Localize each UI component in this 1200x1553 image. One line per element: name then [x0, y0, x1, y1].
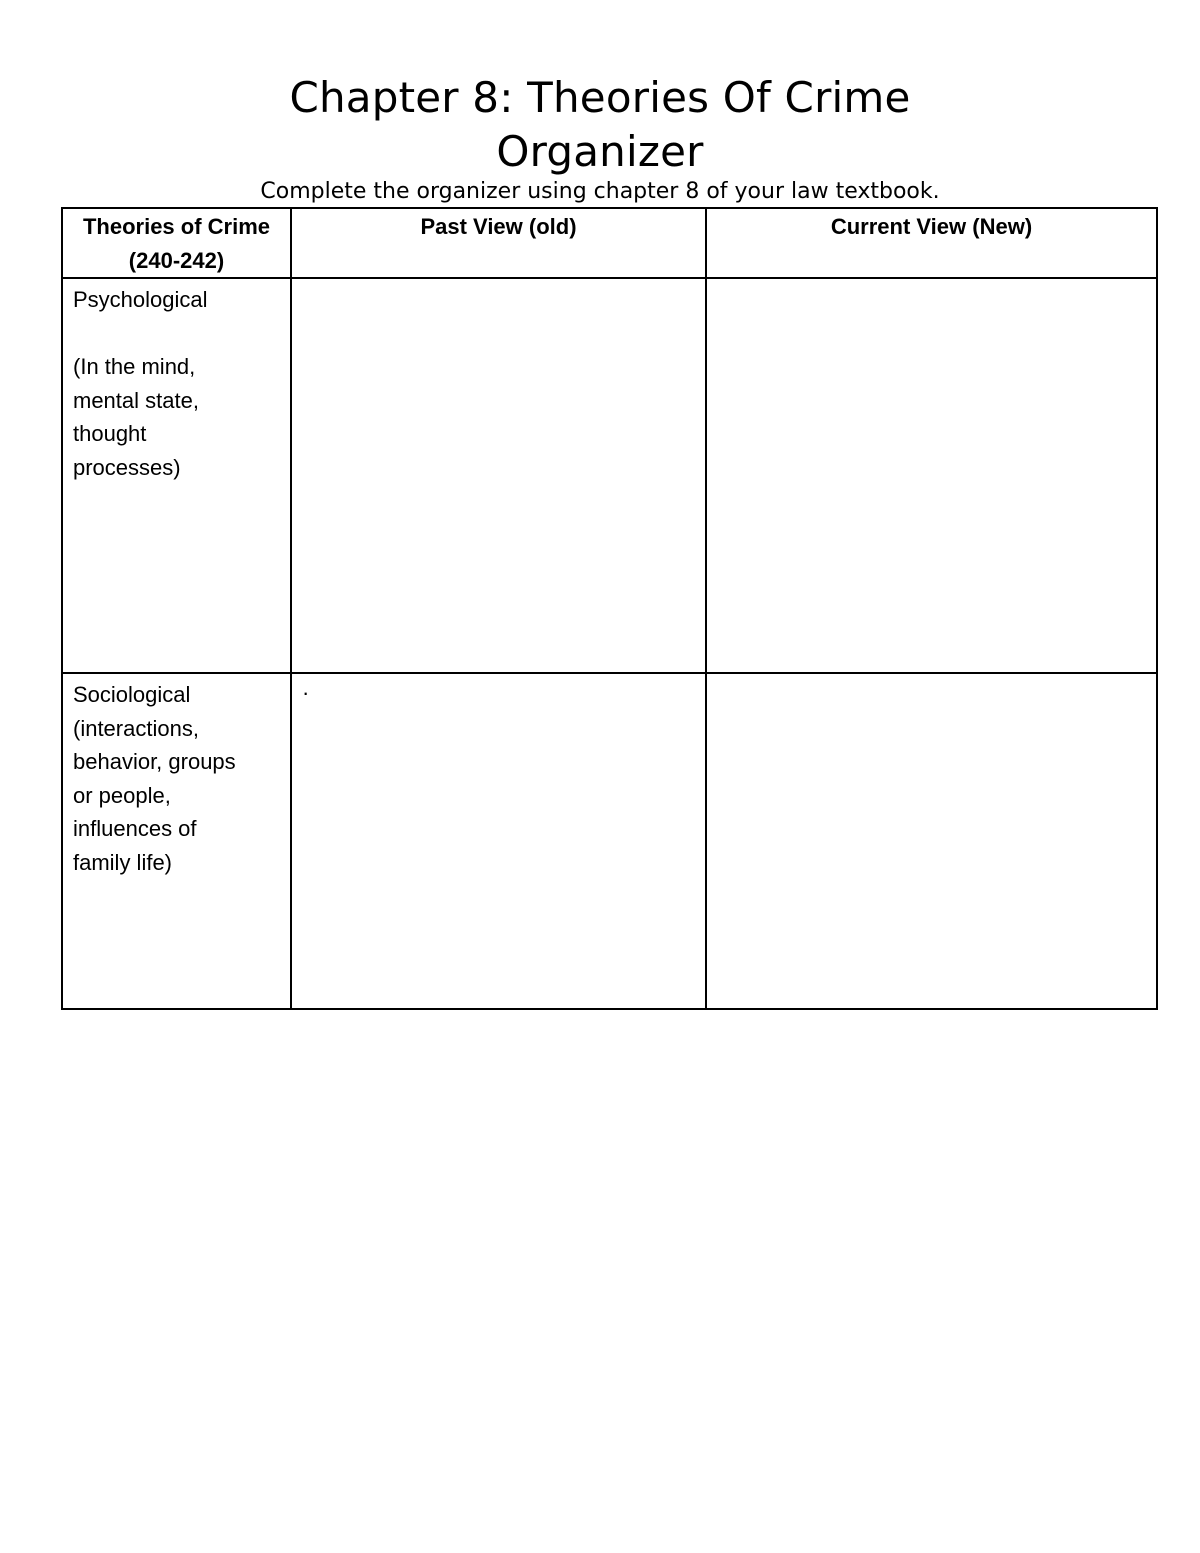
table-row-psychological: [62, 278, 1157, 673]
header-past-view-label: Past View (old): [420, 214, 577, 239]
sociological-desc-line-5: family life): [73, 849, 173, 875]
table-header-row: [62, 208, 1157, 278]
cell-sociological-past-view[interactable]: [291, 673, 706, 1009]
document-title-line-2: Organizer: [496, 127, 704, 176]
sociological-desc-line-1: (interactions,: [73, 715, 199, 741]
cell-sociological-current-view[interactable]: [706, 673, 1157, 1009]
psychological-desc-line-3: thought: [73, 421, 147, 446]
cell-sociological-label: [62, 673, 291, 1009]
header-theories-line-2: (240-242): [128, 248, 225, 273]
psychological-desc-line-2: mental state,: [73, 387, 199, 413]
psychological-desc-line-4: processes): [73, 454, 181, 480]
sociological-desc-line-3: or people,: [73, 782, 171, 808]
organizer-table: [61, 207, 1158, 1010]
psychological-past-view-text: [292, 279, 705, 281]
header-current-view-label: Current View (New): [830, 214, 1033, 239]
cell-psychological-current-view[interactable]: [706, 278, 1157, 673]
sociological-label-text: [63, 674, 290, 879]
header-current-view: [706, 208, 1157, 278]
sociological-desc-line-4: influences of: [73, 816, 197, 841]
sociological-current-view-text: [707, 674, 1156, 676]
header-theories-of-crime: [62, 208, 291, 278]
sociological-desc-line-2: behavior, groups: [73, 749, 236, 774]
header-past-view: [291, 208, 706, 278]
document-title-line-1: Chapter 8: Theories Of Crime: [289, 73, 911, 122]
psychological-desc-line-1: (In the mind,: [73, 354, 196, 379]
table-row-sociological: [62, 673, 1157, 1009]
cell-psychological-label: [62, 278, 291, 673]
instructions-text: Complete the organizer using chapter 8 of your law textbook.: [260, 179, 940, 204]
sociological-past-view-text: ·: [302, 680, 310, 705]
cell-psychological-past-view[interactable]: [291, 278, 706, 673]
psychological-current-view-text: [707, 279, 1156, 281]
sociological-title: Sociological: [73, 682, 191, 707]
psychological-title: Psychological: [73, 287, 208, 312]
psychological-label-text: [63, 279, 290, 484]
header-theories-line-1: Theories of Crime: [82, 214, 271, 239]
